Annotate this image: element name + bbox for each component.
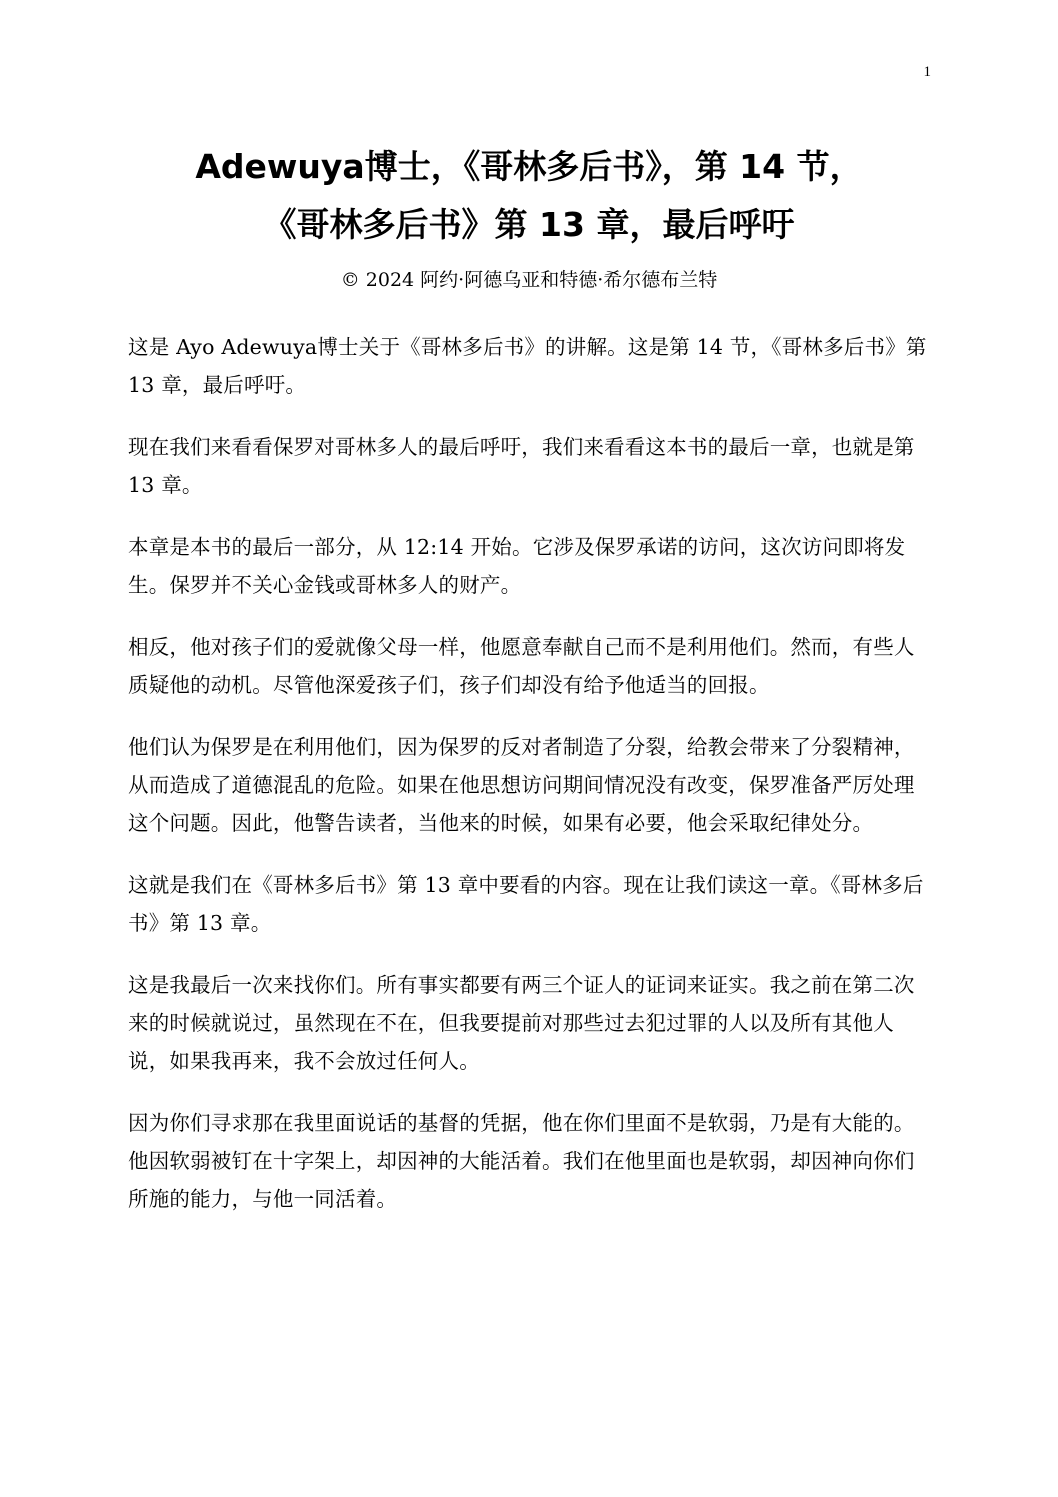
document-body: [128, 328, 928, 1242]
paragraph-3: 本章是本书的最后一部分，从 12:14 开始。它涉及保罗承诺的访问，这次访问即将发生。保罗并不关心金钱或哥林多人的财产。: [128, 535, 906, 597]
paragraph-1: 这是 Ayo Adewuya博士关于《哥林多后书》的讲解。这是第 14 节，《哥林多后书》第 13 章，最后呼吁。: [128, 335, 927, 397]
paragraph-5: 他们认为保罗是在利用他们，因为保罗的反对者制造了分裂，给教会带来了分裂精神，从而造成了道德混乱的危险。如果在他思想访问期间情况没有改变，保罗准备严厉处理这个问题。因此，他警告读者，当他来的时候，如果有必要，他会采取纪律处分。: [128, 735, 915, 835]
copyright-notice: © 2024 阿约·阿德乌亚和特德·希尔德布兰特: [340, 269, 718, 291]
page-number: 1: [923, 64, 931, 80]
title-line-1: Adewuya博士，《哥林多后书》，第 14 节，: [195, 147, 863, 186]
paragraph-8: 因为你们寻求那在我里面说话的基督的凭据，他在你们里面不是软弱，乃是有大能的。他因软弱被钉在十字架上，却因神的大能活着。我们在他里面也是软弱，却因神向你们所施的能力，与他一同活着。: [128, 1111, 915, 1211]
paragraph-4: 相反，他对孩子们的爱就像父母一样，他愿意奉献自己而不是利用他们。然而，有些人质疑他的动机。尽管他深爱孩子们，孩子们却没有给予他适当的回报。: [128, 635, 915, 697]
paragraph-2: 现在我们来看看保罗对哥林多人的最后呼吁，我们来看看这本书的最后一章，也就是第 13 章。: [128, 435, 915, 497]
paragraph-6: 这就是我们在《哥林多后书》第 13 章中要看的内容。现在让我们读这一章。《哥林多后书》第 13 章。: [128, 873, 924, 935]
document-title: [80, 138, 978, 254]
title-line-2: 《哥林多后书》第 13 章，最后呼吁: [263, 205, 795, 244]
paragraph-7: 这是我最后一次来找你们。所有事实都要有两三个证人的证词来证实。我之前在第二次来的时候就说过，虽然现在不在，但我要提前对那些过去犯过罪的人以及所有其他人说，如果我再来，我不会放过任何人。: [128, 973, 915, 1073]
